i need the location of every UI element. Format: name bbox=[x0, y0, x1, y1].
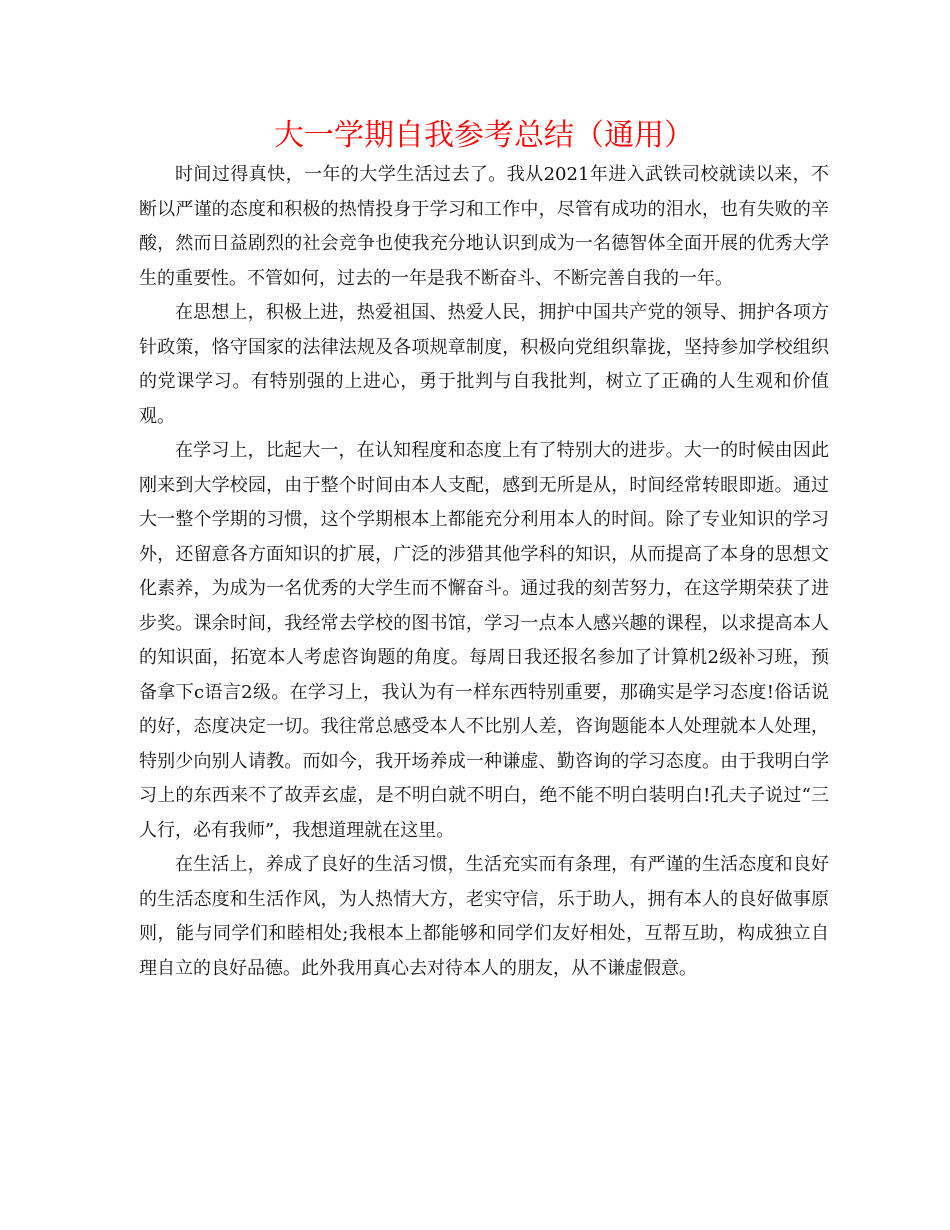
paragraph-ideology: 在思想上，积极上进，热爱祖国、热爱人民，拥护中国共产党的领导、拥护各项方针政策，恪守国家的法律法规及各项规章制度，积极向党组织靠拢，坚持参加学校组织的党课学习。有特别强的上进心，勇于批判与自我批判，树立了正确的人生观和价值观。 bbox=[139, 302, 829, 427]
paragraph-life: 在生活上，养成了良好的生活习惯，生活充实而有条理，有严谨的生活态度和良好的生活态度和生活作风，为人热情大方，老实守信，乐于助人，拥有本人的良好做事原则，能与同学们和睦相处;我根本上都能够和同学们友好相处，互帮互助，构成独立自理自立的良好品德。此外我用真心去对待本人的朋友，从不谦虚假意。 bbox=[139, 854, 829, 979]
document-title: 大一学期自我参考总结（通用） bbox=[274, 118, 694, 153]
paragraph-study: 在学习上，比起大一，在认知程度和态度上有了特别大的进步。大一的时候由因此刚来到大学校园，由于整个时间由本人支配，感到无所是从，时间经常转眼即逝。通过大一整个学期的习惯，这个学期根本上都能充分利用本人的时间。除了专业知识的学习外，还留意各方面知识的扩展，广泛的涉猎其他学科的知识，从而提高了本身的思想文化素养，为成为一名优秀的大学生而不懈奋斗。通过我的刻苦努力，在这学期荣获了进步奖。课余时间，我经常去学校的图书馆，学习一点本人感兴趣的课程，以求提高本人的知识面，拓宽本人考虑咨询题的角度。每周日我还报名参加了计算机2级补习班，预备拿下c语言2级。在学习上，我认为有一样东西特别重要，那确实是学习态度!俗话说的好，态度决定一切。我往常总感受本人不比别人差，咨询题能本人处理就本人处理，特别少向别人请教。而如今，我开场养成一种谦虚、勤咨询的学习态度。由于我明白学习上的东西来不了故弄玄虚，是不明白就不明白，绝不能不明白装明白!孔夫子说过“三人行，必有我师”，我想道理就在这里。 bbox=[139, 440, 829, 841]
paragraph-intro: 时间过得真快，一年的大学生活过去了。我从2021年进入武铁司校就读以来，不断以严谨的态度和积极的热情投身于学习和工作中，尽管有成功的泪水，也有失败的辛酸，然而日益剧烈的社会竞争也使我充分地认识到成为一名德智体全面开展的优秀大学生的重要性。不管如何，过去的一年是我不断奋斗、不断完善自我的一年。 bbox=[139, 164, 829, 289]
document-page bbox=[139, 118, 829, 986]
